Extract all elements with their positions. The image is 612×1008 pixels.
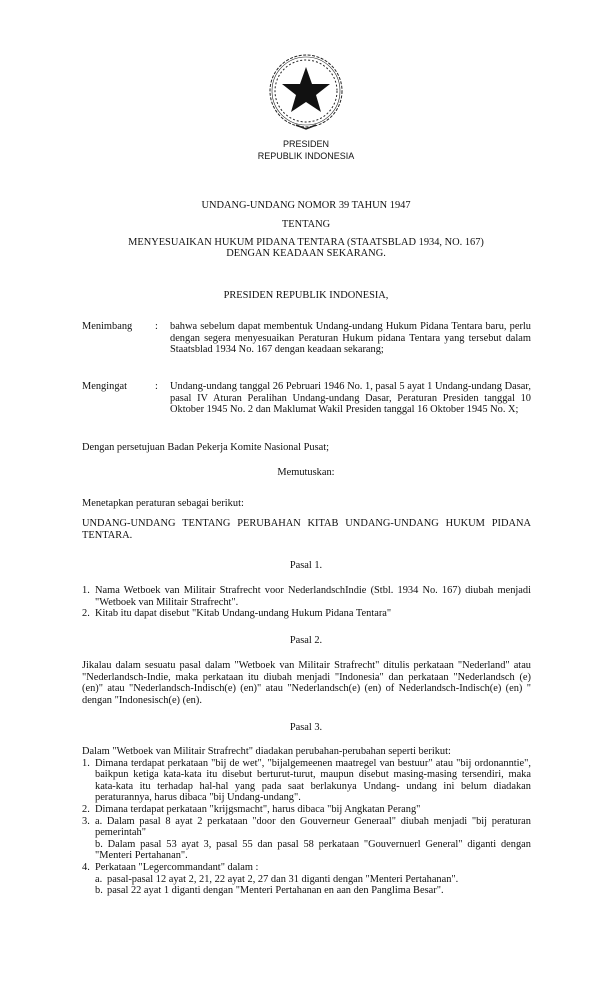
list-item [82, 816, 531, 862]
pasal-1-heading: Pasal 1. [289, 560, 323, 571]
colon: : [155, 321, 158, 332]
sub-item-a [95, 874, 531, 886]
item-number: 2. [82, 608, 90, 620]
sub-item-label: b. [95, 885, 103, 897]
pasal-3-body [82, 746, 531, 897]
item-content [95, 816, 531, 862]
list-item [82, 862, 531, 897]
issuer: PRESIDEN REPUBLIK INDONESIA, [223, 290, 389, 301]
item-text: Dimana terdapat perkataan "bij de wet", "bijalgemeenen maatregel van bestuur" atau "bij ordonanntie", baikpun ketiga kata-kata itu disebut berturut-turut, maupun disebut masing-masing tersendiri, maka kata-kata itu terhadap hal-hal yang pada saat berlakunya Undang- undang ini belum diadakan peraturannya, harus dibaca "bij Undang-undang". [95, 757, 531, 804]
colon: : [155, 381, 158, 392]
list-item [82, 758, 531, 804]
consideration-menimbang [82, 321, 531, 356]
enact-statement: Menetapkan peraturan sebagai berikut: [82, 498, 244, 509]
consideration-text: Undang-undang tanggal 26 Pebruari 1946 No. 1, pasal 5 ayat 1 Undang-undang Dasar, pasal IV Aturan Peralihan Undang-undang Dasar, Peraturan Presiden tanggal 10 Oktober 1945 No. 2 dan Maklumat Wakil Presiden tanggal 16 Oktober 1945 No. X; [170, 381, 531, 416]
pasal-1-list [82, 585, 531, 620]
sub-item-b [95, 885, 531, 897]
item-content [95, 862, 531, 897]
list-item [82, 585, 531, 608]
sub-item-text: pasal 22 ayat 1 diganti dengan "Menteri Pertahanan en aan den Panglima Besar". [107, 885, 444, 897]
law-subject-1: MENYESUAIKAN HUKUM PIDANA TENTARA (STAATSBLAD 1934, NO. 167) [128, 237, 484, 248]
pasal-3-heading: Pasal 3. [289, 722, 323, 733]
approval: Dengan persetujuan Badan Pekerja Komite Nasional Pusat; [82, 442, 330, 453]
item-number: 1. [82, 585, 90, 596]
consideration-mengingat [82, 381, 531, 416]
enact-title: UNDANG-UNDANG TENTANG PERUBAHAN KITAB UNDANG-UNDANG HUKUM PIDANA TENTARA. [82, 518, 531, 541]
consideration-label: Mengingat [82, 381, 128, 392]
decides-heading: Memutuskan: [277, 467, 335, 478]
item-text: Perkataan "Legercommandant" dalam : [95, 861, 259, 873]
list-item [82, 804, 531, 816]
item-number: 3. [82, 815, 90, 827]
pasal-3-intro: Dalam "Wetboek van Militair Strafrecht" diadakan perubahan-perubahan seperti berikut: [82, 746, 451, 757]
item-number: 2. [82, 803, 90, 815]
pasal-2-heading: Pasal 2. [289, 635, 323, 646]
item-text: Nama Wetboek van Militair Strafrecht voor NederlandschIndie (Stbl. 1934 No. 167) diubah menjadi "Wetboek van Militair Strafrecht". [95, 585, 531, 608]
header-president: PRESIDEN [282, 139, 329, 149]
item-number: 1. [82, 757, 90, 769]
consideration-label: Menimbang [82, 321, 133, 332]
sub-item-label: a. [95, 873, 103, 885]
item-number: 4. [82, 861, 90, 873]
header-republic: REPUBLIK INDONESIA [257, 151, 355, 161]
law-about: TENTANG [281, 219, 331, 230]
pasal-2-text: Jikalau dalam sesuatu pasal dalam "Wetboek van Militair Strafrecht" ditulis perkataan "Nederland" atau "Nederlandsch-Indie, maka perkataan itu diubah menjadi "Indonesia" dan perkataan "Nederlandsch (e) (en)" atau "Nederlandsch-Indisch(e) (en)" atau "Nederlandsch(e) (en) of Nederlandsch-Indisch(e) (en) " dengan "Indonesisch(e) (en). [82, 660, 531, 706]
sub-item-b: b. Dalam pasal 53 ayat 3, pasal 55 dan pasal 58 perkataan "Gouvernuerl General" diganti dengan "Menteri Pertahanan". [95, 838, 531, 862]
item-text: Kitab itu dapat disebut "Kitab Undang-undang Hukum Pidana Tentara" [95, 608, 392, 620]
item-text: Dimana terdapat perkataan "krijgsmacht", harus dibaca "bij Angkatan Perang" [95, 803, 421, 815]
law-subject-2: DENGAN KEADAAN SEKARANG. [226, 248, 386, 259]
presidential-seal-icon [266, 53, 346, 131]
list-item [82, 608, 531, 620]
sub-item-a: a. Dalam pasal 8 ayat 2 perkataan "door den Gouverneur Generaal" diubah menjadi "bij peraturan pemerintah" [95, 815, 531, 839]
consideration-text: bahwa sebelum dapat membentuk Undang-undang Hukum Pidana Tentara baru, perlu dengan segera menyesuaikan Peraturan Hukum pidana Tentara yang tersebut dalam Staatsblad 1934 No. 167 dengan keadaan sekarang; [170, 321, 531, 356]
sub-item-text: pasal-pasal 12 ayat 2, 21, 22 ayat 2, 27 dan 31 diganti dengan "Menteri Pertahanan". [107, 873, 459, 885]
law-number: UNDANG-UNDANG NOMOR 39 TAHUN 1947 [201, 200, 411, 211]
